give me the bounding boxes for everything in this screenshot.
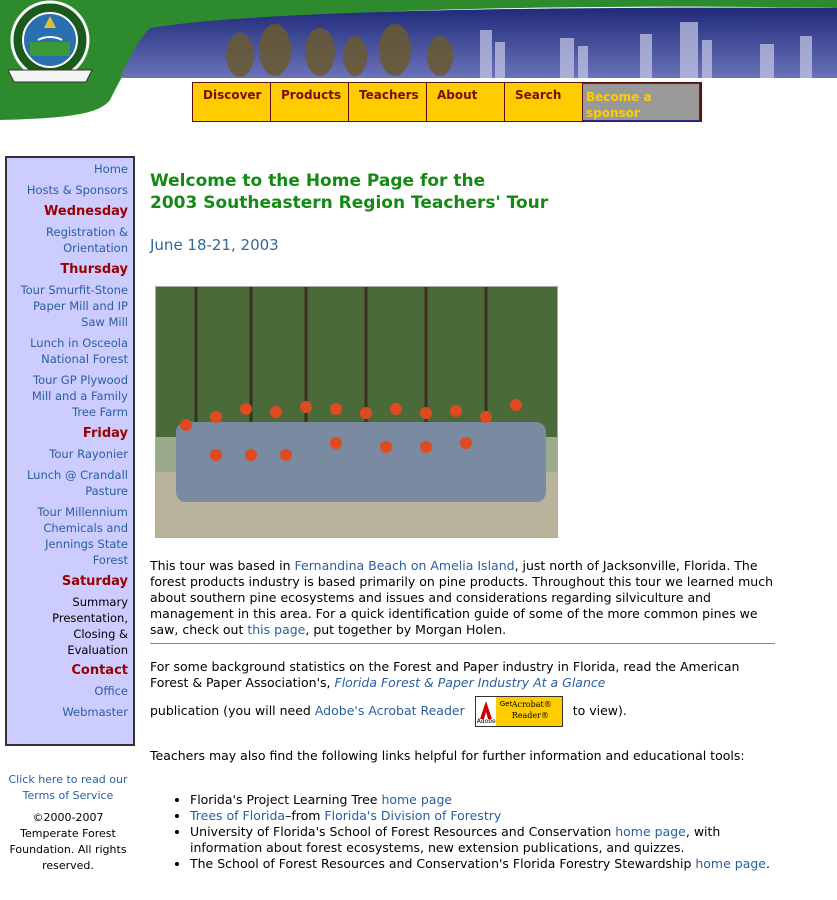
top-nav bbox=[192, 82, 702, 122]
sidebar-heading-friday: Friday bbox=[82, 426, 128, 441]
sidebar-item-rayonier[interactable]: Tour Rayonier bbox=[49, 447, 128, 461]
plt-home-page-link[interactable]: home page bbox=[381, 792, 453, 807]
sidebar-heading-wednesday: Wednesday bbox=[44, 204, 128, 219]
acrobat-adobe-label: Adobe bbox=[476, 718, 496, 725]
sidebar-heading-saturday: Saturday bbox=[61, 574, 128, 589]
sidebar-item-crandall[interactable]: Lunch @ Crandall Pasture bbox=[26, 468, 128, 498]
fernandina-beach-link[interactable]: Fernandina Beach on Amelia Island bbox=[294, 558, 515, 573]
group-photo bbox=[155, 286, 558, 538]
stewardship-home-page-link[interactable]: home page bbox=[695, 856, 766, 871]
list-item bbox=[190, 824, 775, 856]
list-item bbox=[190, 792, 775, 808]
sidebar-item-home[interactable]: Home bbox=[94, 162, 128, 176]
uf-home-page-link[interactable]: home page bbox=[615, 824, 686, 839]
sidebar bbox=[5, 156, 135, 746]
nav-discover[interactable]: Discover bbox=[193, 83, 271, 121]
nav-search[interactable]: Search bbox=[505, 83, 583, 121]
main-content bbox=[150, 170, 775, 871]
intro-text-b: , just north of Jacksonville, Florida. The forest products industry is based primarily on pine products. Throughout this tour we learned much about southern pine ecosystems and issues and considerations regarding silviculture and management in this area. For a quick identification guide of some of the more common pines we saw, check out bbox=[150, 558, 774, 637]
uf-text-b: , with information about forest ecosystems, new extension publications, and quizzes. bbox=[190, 824, 721, 855]
sidebar-footer bbox=[6, 772, 130, 874]
trees-from-text: –from bbox=[285, 808, 325, 823]
division-of-forestry-link[interactable]: Florida's Division of Forestry bbox=[324, 808, 502, 823]
florida-glance-link[interactable]: Florida Forest & Paper Industry At a Glance bbox=[334, 675, 606, 690]
divider bbox=[150, 643, 775, 644]
sidebar-item-hosts-sponsors[interactable]: Hosts & Sponsors bbox=[26, 183, 128, 197]
nav-become-sponsor[interactable]: Become a sponsor bbox=[583, 83, 700, 121]
paragraph-teachers: Teachers may also find the following links helpful for further information and educational tools: bbox=[150, 748, 745, 763]
page-title-line1: Welcome to the Home Page for the bbox=[150, 171, 486, 191]
nav-teachers[interactable]: Teachers bbox=[349, 83, 427, 121]
list-item bbox=[190, 808, 775, 824]
sidebar-item-registration[interactable]: Registration & Orientation bbox=[46, 225, 128, 255]
paragraph-statistics bbox=[150, 659, 775, 691]
list-item bbox=[190, 856, 775, 872]
logo-seal-icon[interactable] bbox=[0, 0, 100, 92]
acrobat-reader-link[interactable]: Adobe's Acrobat Reader bbox=[314, 703, 465, 718]
page-title bbox=[150, 170, 775, 214]
intro-text-c: , put together by Morgan Holen. bbox=[305, 622, 507, 637]
copyright-text: ©2000-2007 Temperate Forest Foundation. All rights reserved. bbox=[9, 811, 127, 872]
stewardship-text-b: . bbox=[766, 856, 770, 871]
acrobat-reader-label: Acrobat® Reader® bbox=[511, 700, 552, 720]
acrobat-text-a: publication (you will need bbox=[150, 703, 315, 718]
stewardship-text-a: The School of Forest Resources and Conservation's Florida Forestry Stewardship bbox=[190, 856, 696, 871]
sidebar-item-gp-plywood[interactable]: Tour GP Plywood Mill and a Family Tree Farm bbox=[31, 373, 128, 419]
nav-products[interactable]: Products bbox=[271, 83, 349, 121]
terms-of-service-link[interactable]: Click here to read our Terms of Service bbox=[8, 773, 128, 802]
sidebar-item-smurfit-stone[interactable]: Tour Smurfit-Stone Paper Mill and IP Saw Mill bbox=[20, 283, 128, 329]
nav-about[interactable]: About bbox=[427, 83, 505, 121]
get-acrobat-reader-button[interactable] bbox=[475, 696, 563, 727]
plt-text: Florida's Project Learning Tree bbox=[190, 792, 382, 807]
sidebar-heading-contact: Contact bbox=[71, 663, 128, 678]
paragraph-acrobat bbox=[150, 694, 775, 728]
sidebar-item-office[interactable]: Office bbox=[94, 684, 128, 698]
tour-date: June 18-21, 2003 bbox=[150, 236, 279, 254]
statistics-text: For some background statistics on the Forest and Paper industry in Florida, read the American Forest & Paper Association's, bbox=[150, 659, 740, 690]
paragraph-intro bbox=[150, 558, 775, 638]
sidebar-item-osceola[interactable]: Lunch in Osceola National Forest bbox=[30, 336, 128, 366]
uf-text-a: University of Florida's School of Forest Resources and Conservation bbox=[190, 824, 616, 839]
sidebar-item-summary: Summary Presentation, Closing & Evaluation bbox=[52, 595, 128, 657]
sidebar-heading-thursday: Thursday bbox=[60, 262, 128, 277]
sidebar-item-webmaster[interactable]: Webmaster bbox=[62, 705, 128, 719]
this-page-link[interactable]: this page bbox=[247, 622, 306, 637]
page-title-line2: 2003 Southeastern Region Teachers' Tour bbox=[150, 193, 549, 213]
trees-of-florida-link[interactable]: Trees of Florida bbox=[190, 808, 286, 823]
acrobat-text-b: to view). bbox=[572, 703, 627, 718]
sidebar-item-millennium[interactable]: Tour Millennium Chemicals and Jennings State Forest bbox=[37, 505, 128, 567]
acrobat-get-label: Get bbox=[499, 700, 513, 708]
resource-list bbox=[150, 792, 775, 872]
intro-text-a: This tour was based in bbox=[150, 558, 295, 573]
